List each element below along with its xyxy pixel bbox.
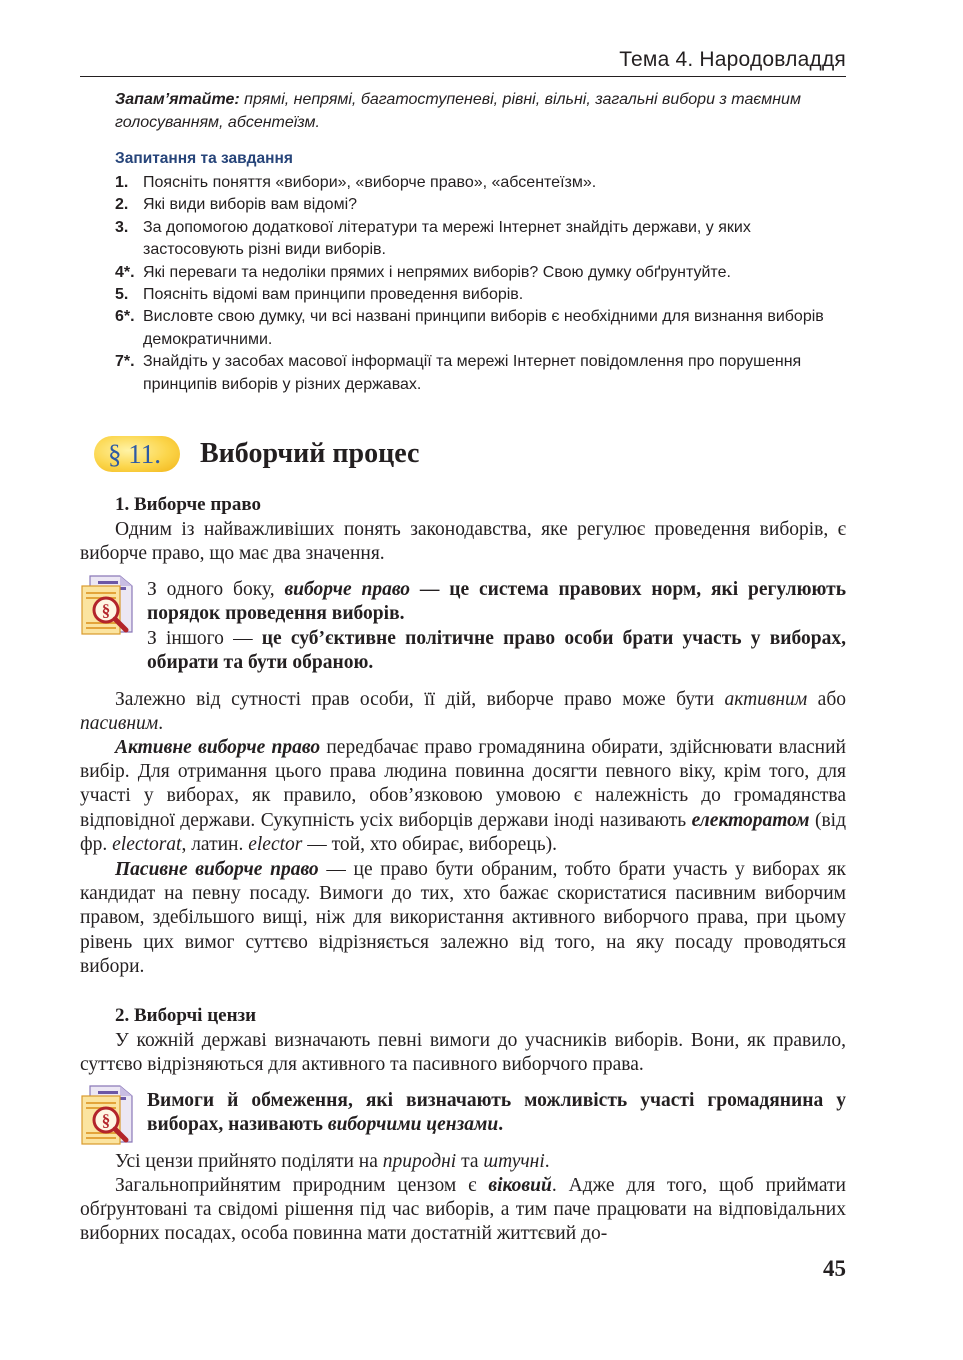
text-run: — це право бути обраним, тобто брати участь у виборах як кандидат на певну посаду. Вимоги до тих, хто бажає скористатися пасивним виборчим правом, здебільшого вищі, ніж для використання активного виборчого права, при цьому рівень цих вимог суттєво відрізняється залежно від того, на яку посаду проводяться вибори.: [80, 859, 847, 977]
remember-label: Запам’ятайте:: [115, 91, 240, 108]
text-run: Загальноприйнятим природним цензом є: [115, 1175, 489, 1196]
section-title: Виборчий процес: [200, 438, 420, 469]
question-number: 4*.: [115, 263, 135, 281]
text-run: electorat: [112, 833, 182, 855]
question-item: [115, 172, 846, 194]
subsection-heading-1: 1. Виборче право: [115, 494, 262, 515]
question-item: [115, 306, 846, 351]
definition-electoral-census: [147, 1089, 846, 1137]
term: виборче право: [284, 579, 411, 600]
question-text: Знайдіть у засобах масової інформації та мережі Інтернет повідомлення про порушення принципів виборів у різних державах.: [143, 353, 802, 393]
term: Активне виборче право: [115, 737, 321, 758]
subsection-heading-2: 2. Виборчі цензи: [115, 1005, 257, 1026]
text-run: — той, хто обирає, виборець).: [302, 833, 558, 855]
question-number: 5.: [115, 286, 129, 304]
text-run: Усі цензи прийнято поділяти на: [115, 1151, 383, 1172]
questions-list: [115, 172, 846, 396]
paragraph: [80, 858, 846, 979]
text-run: .: [498, 1114, 504, 1136]
term: виборчими цензами: [327, 1114, 499, 1136]
text-run: . Адже для того, щоб приймати обґрунтовані та свідомі рішення під час виборів, а тим паче працювати на відповідальних виборних посадах, особа повинна мати достатній життєвий до-: [80, 1175, 846, 1245]
svg-text:§: §: [101, 1111, 111, 1130]
question-number: 3.: [115, 218, 129, 236]
svg-text:§: §: [101, 601, 111, 620]
text-run: , латин.: [181, 833, 249, 855]
text-run: З іншого —: [147, 628, 262, 649]
page-number: 45: [823, 1256, 846, 1281]
term: електоратом: [691, 809, 810, 831]
running-header: [80, 46, 846, 77]
paragraph: [80, 1150, 846, 1174]
text-run: .: [158, 713, 164, 735]
text-run: природні: [382, 1151, 457, 1172]
definition-text: Вимоги й обмеження, які визначають можливість участі громадянина у виборах, називають: [147, 1090, 846, 1136]
text-run: .: [544, 1151, 550, 1172]
question-item: [115, 194, 846, 216]
remember-note: [115, 88, 846, 134]
question-number: 6*.: [115, 308, 135, 326]
question-number: 1.: [115, 174, 129, 191]
definition-electoral-right-2: [147, 627, 846, 675]
definition-text: це суб’єктивне політичне право особи брати участь у виборах, обирати та бути обраною.: [147, 628, 846, 674]
text-run: З одного боку,: [147, 579, 285, 600]
paragraph: [80, 1174, 846, 1247]
question-item: [115, 262, 846, 284]
text-run: Залежно від сутності прав особи, її дій, виборче право може бути: [115, 689, 725, 710]
paragraph: Одним із найважливіших понять законодавства, яке регулює проведення виборів, є виборче право, що має два значення.: [80, 519, 846, 565]
definition-text: — це система правових норм, які регулюють порядок проведення виборів.: [147, 579, 847, 625]
questions-title: Запитання та завдання: [115, 150, 293, 167]
question-text: Які переваги та недоліки прямих і непрямих виборів? Свою думку обґрунтуйте.: [143, 263, 731, 281]
question-text: Які види виборів вам відомі?: [143, 196, 358, 214]
question-item: [115, 351, 846, 396]
definition-electoral-right-1: [147, 578, 846, 626]
question-number: 7*.: [115, 353, 135, 371]
section-badge-number: § 11.: [108, 439, 161, 469]
text-run: та: [456, 1151, 484, 1172]
text-run: (від фр.: [80, 809, 847, 855]
term: Пасивне виборче право: [115, 859, 319, 880]
question-text: За допомогою додаткової літератури та мережі Інтернет знайдіть держави, у яких застосовують різні види виборів.: [143, 218, 751, 259]
text-run: активним: [724, 689, 808, 710]
term: віковий: [488, 1175, 552, 1196]
remember-text: прямі, непрямі, багатоступеневі, рівні, вільні, загальні вибори з таємним голосуванням, абсентеїзм.: [115, 91, 801, 131]
text-run: передбачає право громадянина обирати, здійснювати власний вибір. Для отримання цього права людина повинна досягти певного віку, крім того, для участі у виборах, як правило, обов’язковою умовою є належність до громадянства відповідної держави. Сукупність усіх виборців держави іноді називають: [80, 737, 846, 831]
paragraph: У кожній державі визначають певні вимоги до учасників виборів. Вони, як правило, суттєво відрізняються для активного та пасивного виборчого права.: [80, 1030, 846, 1076]
text-run: штучні: [483, 1151, 545, 1172]
text-run: elector: [248, 833, 303, 855]
question-text: Висловте свою думку, чи всі названі принципи виборів є необхідними для визнання виборів демократичними.: [143, 308, 824, 348]
question-text: Поясніть поняття «вибори», «виборче право», «абсентеїзм».: [143, 174, 597, 191]
law-book-magnifier-icon: [80, 1082, 136, 1148]
question-number: 2.: [115, 196, 129, 214]
law-book-magnifier-icon: [80, 572, 136, 638]
question-text: Поясніть відомі вам принципи проведення виборів.: [143, 286, 524, 304]
paragraph: [80, 736, 846, 857]
text-run: або: [807, 689, 847, 710]
paragraph: [80, 688, 846, 736]
text-run: пасивним: [80, 713, 159, 735]
header-title: Тема 4. Народовладдя: [619, 48, 846, 71]
question-item: [115, 284, 846, 306]
question-item: [115, 217, 846, 262]
